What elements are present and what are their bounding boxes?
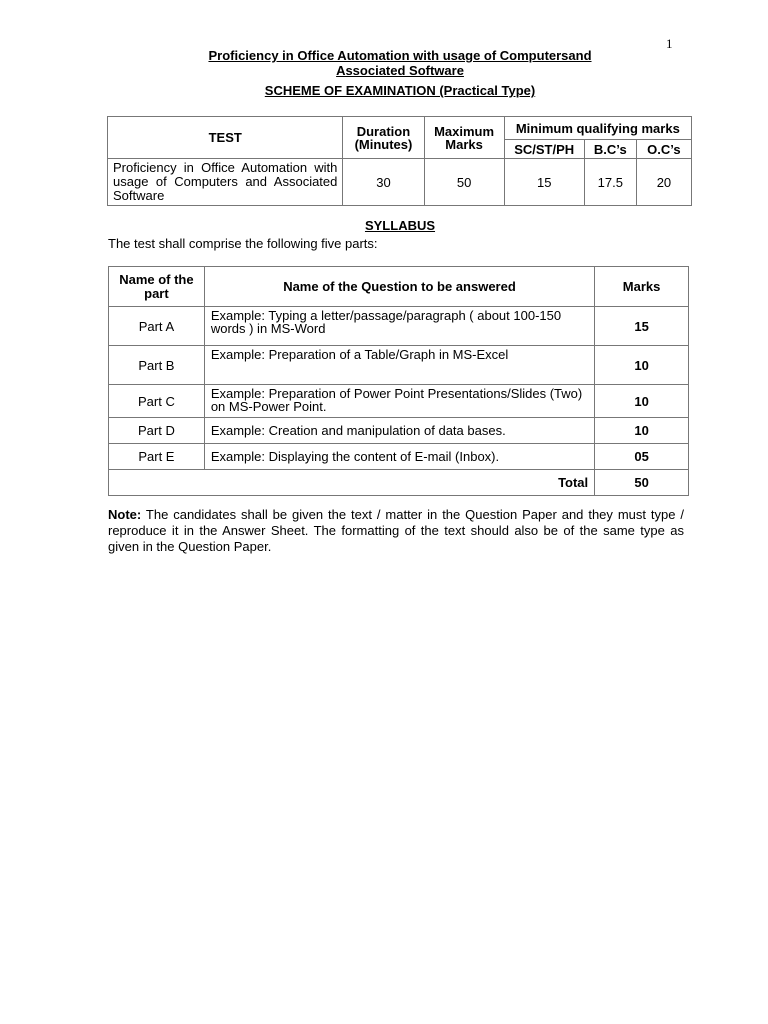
cell-part: Part C bbox=[109, 385, 205, 418]
cell-question: Example: Creation and manipulation of data bases. bbox=[204, 418, 594, 444]
table-row bbox=[108, 159, 692, 206]
table-row bbox=[109, 307, 689, 346]
table-row bbox=[109, 346, 689, 385]
document-title bbox=[108, 48, 692, 78]
cell-question: Example: Preparation of Power Point Presentations/Slides (Two) on MS-Power Point. bbox=[204, 385, 594, 418]
cell-part: Part D bbox=[109, 418, 205, 444]
scheme-table bbox=[107, 116, 692, 206]
cell-test-name: Proficiency in Office Automation with usage of Computers and Associated Software bbox=[108, 159, 343, 206]
scheme-title: SCHEME OF EXAMINATION (Practical Type) bbox=[264, 83, 536, 98]
intro-text: The test shall comprise the following five parts: bbox=[108, 236, 378, 251]
header-part-name: Name of the part bbox=[109, 267, 205, 307]
cell-marks: 10 bbox=[595, 385, 689, 418]
header-duration: Duration (Minutes) bbox=[343, 117, 424, 159]
cell-marks: 10 bbox=[595, 418, 689, 444]
header-min-qualifying: Minimum qualifying marks bbox=[504, 117, 691, 140]
note-paragraph bbox=[108, 507, 684, 555]
table-row bbox=[109, 444, 689, 470]
note-label: Note: bbox=[108, 507, 142, 522]
header-oc: O.C’s bbox=[636, 140, 691, 159]
syllabus-title: SYLLABUS bbox=[364, 218, 436, 233]
table-row bbox=[109, 418, 689, 444]
header-sc-st-ph: SC/ST/PH bbox=[504, 140, 584, 159]
cell-bc: 17.5 bbox=[584, 159, 636, 206]
cell-sc: 15 bbox=[504, 159, 584, 206]
table-row bbox=[109, 385, 689, 418]
cell-part: Part A bbox=[109, 307, 205, 346]
cell-part: Part B bbox=[109, 346, 205, 385]
cell-question: Example: Preparation of a Table/Graph in MS-Excel bbox=[204, 346, 594, 385]
cell-marks: 15 bbox=[595, 307, 689, 346]
page-number: 1 bbox=[666, 36, 673, 51]
total-row bbox=[109, 470, 689, 496]
header-max-marks: Maximum Marks bbox=[424, 117, 504, 159]
total-marks: 50 bbox=[595, 470, 689, 496]
header-bc: B.C’s bbox=[584, 140, 636, 159]
cell-question: Example: Typing a letter/passage/paragraph ( about 100-150 words ) in MS-Word bbox=[204, 307, 594, 346]
header-test: TEST bbox=[108, 117, 343, 159]
title-line-2: Associated Software bbox=[336, 63, 464, 78]
note-text: The candidates shall be given the text / matter in the Question Paper and they must type / reproduce it in the Answer Sheet. The formatting of the text should also be of the same type as given in the Question Paper. bbox=[108, 507, 684, 554]
cell-oc: 20 bbox=[636, 159, 691, 206]
header-marks: Marks bbox=[595, 267, 689, 307]
cell-question: Example: Displaying the content of E-mail (Inbox). bbox=[204, 444, 594, 470]
cell-part: Part E bbox=[109, 444, 205, 470]
syllabus-table bbox=[108, 266, 689, 496]
cell-max-marks: 50 bbox=[424, 159, 504, 206]
cell-duration: 30 bbox=[343, 159, 424, 206]
cell-marks: 05 bbox=[595, 444, 689, 470]
cell-marks: 10 bbox=[595, 346, 689, 385]
title-line-1: Proficiency in Office Automation with usage of Computersand bbox=[208, 48, 592, 63]
total-label: Total bbox=[109, 470, 595, 496]
header-question: Name of the Question to be answered bbox=[204, 267, 594, 307]
